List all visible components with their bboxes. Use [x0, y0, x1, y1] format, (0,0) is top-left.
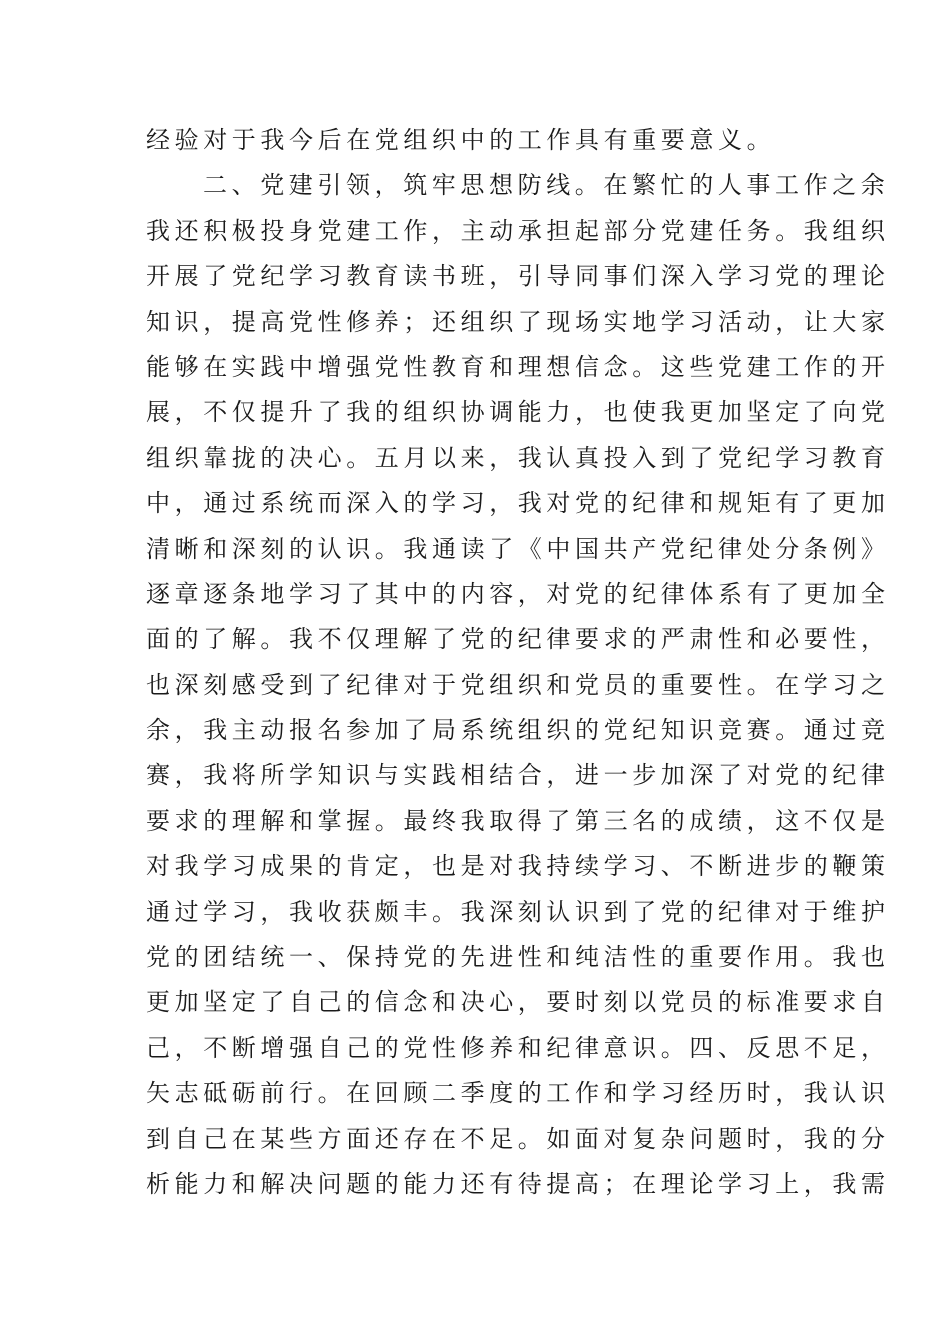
- text-line-5: 知识，提高党性修养；还组织了现场实地学习活动，让大家: [146, 307, 890, 336]
- text-line-7: 展，不仅提升了我的组织协调能力，也使我更加坚定了向党: [146, 398, 890, 427]
- text-line-22: 矢志砥砺前行。在回顾二季度的工作和学习经历时，我认识: [146, 1079, 890, 1108]
- text-line-4: 开展了党纪学习教育读书班，引导同事们深入学习党的理论: [146, 262, 890, 291]
- text-line-6: 能够在实践中增强党性教育和理想信念。这些党建工作的开: [146, 352, 890, 381]
- text-line-21: 己，不断增强自己的党性修养和纪律意识。四、反思不足，: [146, 1033, 890, 1062]
- text-line-19: 党的团结统一、保持党的先进性和纯洁性的重要作用。我也: [146, 943, 890, 972]
- text-line-1: 经验对于我今后在党组织中的工作具有重要意义。: [146, 126, 776, 154]
- text-line-13: 也深刻感受到了纪律对于党组织和党员的重要性。在学习之: [146, 670, 890, 699]
- text-line-24: 析能力和解决问题的能力还有待提高；在理论学习上，我需: [146, 1169, 890, 1198]
- text-line-11: 逐章逐条地学习了其中的内容，对党的纪律体系有了更加全: [146, 579, 890, 608]
- text-line-9: 中，通过系统而深入的学习，我对党的纪律和规矩有了更加: [146, 489, 890, 518]
- text-line-17: 对我学习成果的肯定，也是对我持续学习、不断进步的鞭策: [146, 852, 890, 881]
- text-line-12: 面的了解。我不仅理解了党的纪律要求的严肃性和必要性，: [146, 625, 890, 654]
- text-line-20: 更加坚定了自己的信念和决心，要时刻以党员的标准要求自: [146, 988, 890, 1017]
- text-line-18: 通过学习，我收获颇丰。我深刻认识到了党的纪律对于维护: [146, 897, 890, 926]
- text-line-8: 组织靠拢的决心。五月以来，我认真投入到了党纪学习教育: [146, 443, 890, 472]
- body-text: [146, 118, 890, 1207]
- text-line-2: 二、党建引领，筑牢思想防线。在繁忙的人事工作之余: [203, 171, 890, 200]
- text-line-14: 余，我主动报名参加了局系统组织的党纪知识竞赛。通过竞: [146, 716, 890, 745]
- text-line-23: 到自己在某些方面还存在不足。如面对复杂问题时，我的分: [146, 1124, 890, 1153]
- text-line-10: 清晰和深刻的认识。我通读了《中国共产党纪律处分条例》: [146, 534, 890, 563]
- text-line-3: 我还积极投身党建工作，主动承担起部分党建任务。我组织: [146, 216, 890, 245]
- text-line-16: 要求的理解和掌握。最终我取得了第三名的成绩，这不仅是: [146, 806, 890, 835]
- text-line-15: 赛，我将所学知识与实践相结合，进一步加深了对党的纪律: [146, 761, 890, 790]
